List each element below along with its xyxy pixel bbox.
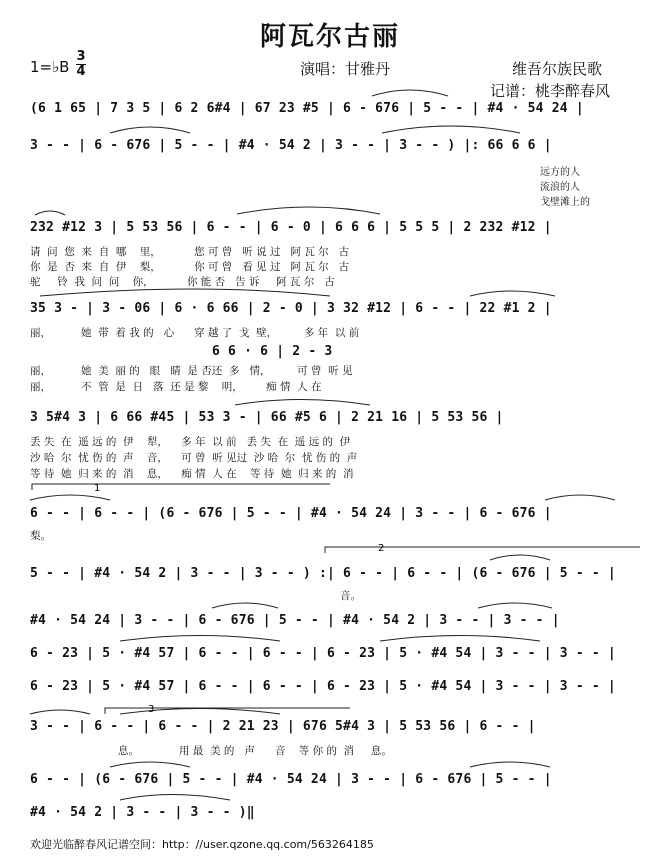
slur-mark xyxy=(545,495,615,500)
verse-end-1: 远方的人 xyxy=(540,167,580,178)
notation-line-11: 3 - - | 6 - - | 6 - - | 2 21 23 | 676 5#4 3 | 5 53 56 | 6 - - | xyxy=(30,719,536,734)
volta-bracket-2 xyxy=(325,547,640,553)
slur-mark xyxy=(120,709,280,715)
lyric-line: 等 待 她 归 来 的 消 息， 痴 情 人 在 等 待 她 归 来 的 消 xyxy=(30,468,354,480)
notation-line-13: #4 · 54 2 | 3 - - | 3 - - )‖ xyxy=(30,805,255,820)
notation-line-4: 35 3 - | 3 - 06 | 6 · 6 66 | 2 - 0 | 3 32 #12 | 6 - - | 22 #1 2 | xyxy=(30,301,552,316)
slur-mark xyxy=(30,495,110,500)
slur-mark xyxy=(120,636,280,642)
slur-mark xyxy=(470,762,550,767)
notation-line-7: 5 - - | #4 · 54 2 | 3 - - | 3 - - ) :| 6 - - | 6 - - | (6 - 676 | 5 - - | xyxy=(30,566,616,581)
slur-mark xyxy=(212,603,278,608)
lyric-line: 丢 失 在 遥 远 的 伊 犁， 多 年 以 前 丢 失 在 遥 远 的 伊 xyxy=(30,436,351,448)
time-sig-bottom: 4 xyxy=(76,64,86,79)
notation-line-12: 6 - - | (6 - 676 | 5 - - | #4 · 54 24 | 3 - - | 6 - 676 | 5 - - | xyxy=(30,772,552,787)
volta-number-3: 3 xyxy=(148,704,155,715)
footer-link-text: 欢迎光临醉春风记谱空间：http：//user.qzone.qq.com/563264185 xyxy=(30,838,374,851)
time-sig-top: 3 xyxy=(76,49,86,64)
notation-line-5: 3 5#4 3 | 6 66 #45 | 53 3 - | 66 #5 6 | 2 21 16 | 5 53 56 | xyxy=(30,410,504,425)
genre-label: 维吾尔族民歌 xyxy=(512,60,603,78)
volta-bracket-1 xyxy=(32,484,330,490)
notation-line-3: 232 #12 3 | 5 53 56 | 6 - - | 6 - 0 | 6 6 6 | 5 5 5 | 2 232 #12 | xyxy=(30,220,552,235)
transcriber-credit: 记谱：桃李醉春风 xyxy=(490,82,611,100)
slur-mark xyxy=(490,555,550,560)
notation-line-6: 6 - - | 6 - - | (6 - 676 | 5 - - | #4 · 54 24 | 3 - - | 6 - 676 | xyxy=(30,506,552,521)
slur-mark xyxy=(372,90,448,96)
lyric-line: 丽， 她 带 着 我 的 心 穿 越 了 戈 壁， 多 年 以 前 xyxy=(30,327,360,339)
notation-line-1: (6 1 65 | 7 3 5 | 6 2 6#4 | 67 23 #5 | 6 - 676 | 5 - - | #4 · 54 24 | xyxy=(30,101,584,116)
notation-line-10: 6 - 23 | 5 · #4 57 | 6 - - | 6 - - | 6 - 23 | 5 · #4 54 | 3 - - | 3 - - | xyxy=(30,679,616,694)
lyric-line: 息。 用 最 美 的 声 音 等 你 的 消 息。 xyxy=(118,745,392,757)
slur-mark xyxy=(470,291,555,296)
lyric-line: 丽， 不 管 是 日 落 还 是 黎 明， 痴 情 人 在 xyxy=(30,381,322,393)
notation-line-2: 3 - - | 6 - 676 | 5 - - | #4 · 54 2 | 3 - - | 3 - - ) |: 66 6 6 | xyxy=(30,138,552,153)
lyric-line: 梨。 xyxy=(30,530,51,542)
notation-line-8: #4 · 54 24 | 3 - - | 6 - 676 | 5 - - | #4 · 54 2 | 3 - - | 3 - - | xyxy=(30,613,560,628)
slur-mark xyxy=(35,211,65,215)
slur-mark xyxy=(478,603,552,608)
notation-line-9: 6 - 23 | 5 · #4 57 | 6 - - | 6 - - | 6 - 23 | 5 · #4 54 | 3 - - | 3 - - | xyxy=(30,646,616,661)
slur-mark xyxy=(30,710,90,714)
slur-mark xyxy=(382,126,520,133)
lyric-line: 丽， 她 美 丽 的 眼 睛 是 否还 多 情， 可 曾 听 见 xyxy=(30,365,353,377)
slur-mark xyxy=(120,795,230,801)
verse-end-2: 流浪的人 xyxy=(540,182,580,193)
slur-mark xyxy=(235,400,370,406)
singer-credit: 演唱：甘雅丹 xyxy=(300,60,391,78)
song-title: 阿瓦尔古丽 xyxy=(259,22,400,52)
verse-end-3: 戈壁滩上的 xyxy=(540,197,590,208)
volta-number-1: 1 xyxy=(94,483,101,494)
slur-mark xyxy=(110,127,190,133)
volta-number-2: 2 xyxy=(378,543,385,554)
lyric-line: 驼 铃 我 问 问 你， 你 能 否 告 诉 阿 瓦 尔 古 xyxy=(30,276,335,288)
key-signature: 1=♭B xyxy=(30,58,70,76)
slur-mark xyxy=(40,289,330,296)
slur-mark xyxy=(110,762,190,767)
lyric-line: 请 问 您 来 自 哪 里， 您 可 曾 听 说 过 阿 瓦 尔 古 xyxy=(30,246,350,258)
lyric-line: 音。 xyxy=(340,590,361,602)
lyric-line: 沙 哈 尔 忧 伤 的 声 音， 可 曾 听 见过 沙 哈 尔 忧 伤 的 声 xyxy=(30,452,358,464)
lyric-line: 你 是 否 来 自 伊 梨， 你 可 曾 看 见 过 阿 瓦 尔 古 xyxy=(30,261,350,273)
slur-mark xyxy=(380,636,540,642)
slur-mark xyxy=(237,207,380,214)
notation-alt-line: 6 6 · 6 | 2 - 3 xyxy=(212,344,333,359)
